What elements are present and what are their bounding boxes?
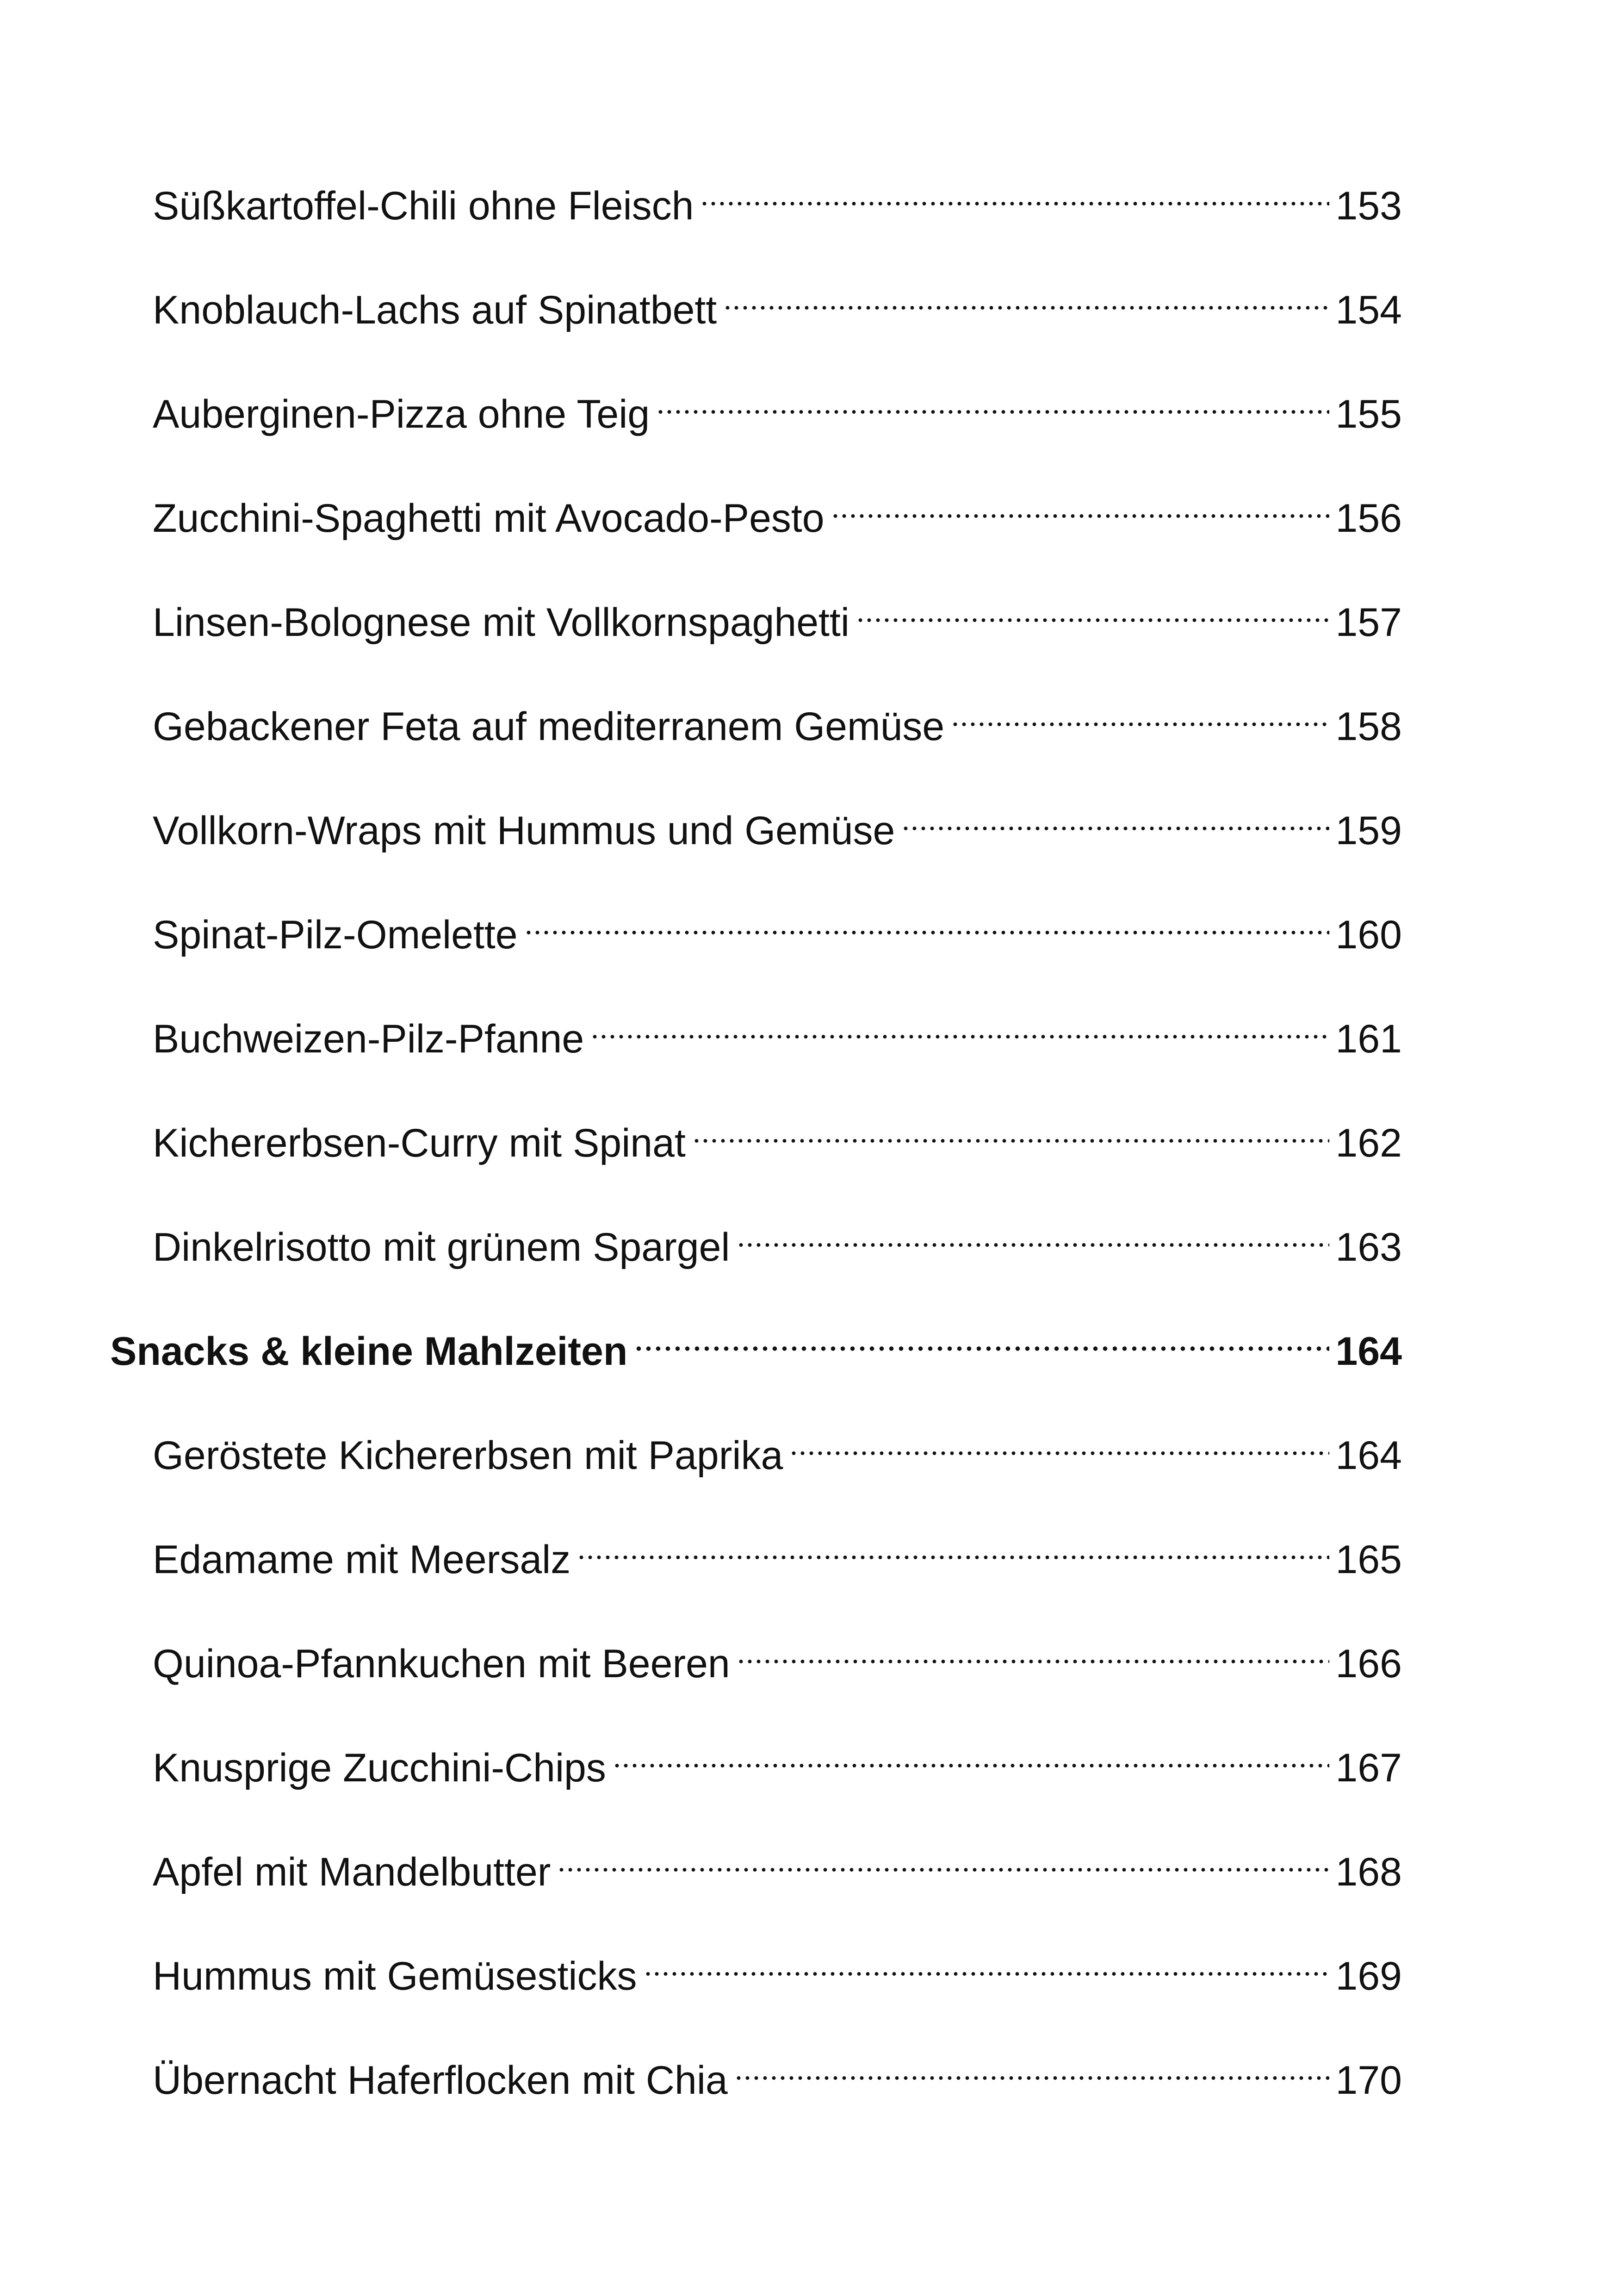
toc-page-number: 156 — [1335, 496, 1402, 541]
toc-entry[interactable] — [153, 1830, 1402, 1894]
toc-entry[interactable] — [153, 893, 1402, 957]
toc-entry-title: Spinat-Pilz-Omelette — [153, 913, 518, 957]
toc-entry[interactable] — [153, 2038, 1402, 2103]
toc-entry[interactable] — [153, 1413, 1402, 1478]
toc-entry-title: Gebackener Feta auf mediterranem Gemüse — [153, 704, 945, 749]
toc-page-number: 161 — [1335, 1017, 1402, 1061]
toc-page-number: 158 — [1335, 704, 1402, 749]
toc-dot-leader — [856, 580, 1329, 636]
toc-entry-title: Vollkorn-Wraps mit Hummus und Gemüse — [153, 809, 895, 853]
toc-page-number: 162 — [1335, 1121, 1402, 1165]
toc-entry-title: Hummus mit Gemüsesticks — [153, 1954, 637, 1998]
toc-entry-title: Buchweizen-Pilz-Pfanne — [153, 1017, 584, 1061]
toc-dot-leader — [656, 372, 1329, 428]
toc-entry-title: Zucchini-Spaghetti mit Avocado-Pesto — [153, 496, 824, 541]
toc-page-number: 166 — [1335, 1642, 1402, 1686]
toc-dot-leader — [524, 893, 1329, 948]
toc-entry-title: Linsen-Bolognese mit Vollkornspaghetti — [153, 600, 849, 645]
toc-dot-leader — [789, 1413, 1329, 1469]
toc-entry-title: Süßkartoffel-Chili ohne Fleisch — [153, 184, 694, 228]
toc-entry[interactable] — [153, 372, 1402, 436]
toc-entry[interactable] — [153, 1518, 1402, 1582]
toc-entry-title: Knusprige Zucchini-Chips — [153, 1746, 606, 1790]
toc-dot-leader — [590, 997, 1329, 1052]
toc-dot-leader — [700, 164, 1329, 219]
toc-entry-title: Knoblauch-Lachs auf Spinatbett — [153, 288, 717, 332]
toc-dot-leader — [613, 1726, 1329, 1781]
toc-entry[interactable] — [153, 1622, 1402, 1686]
toc-entry-title: Auberginen-Pizza ohne Teig — [153, 392, 650, 436]
toc-page-number: 159 — [1335, 809, 1402, 853]
toc-page-number: 154 — [1335, 288, 1402, 332]
toc-page-number: 164 — [1335, 1329, 1402, 1374]
toc-dot-leader — [734, 2038, 1329, 2094]
toc-section-heading[interactable] — [110, 1309, 1402, 1374]
toc-entry[interactable] — [153, 164, 1402, 228]
toc-page-number: 153 — [1335, 184, 1402, 228]
toc-entry[interactable] — [153, 580, 1402, 645]
toc-entry[interactable] — [153, 789, 1402, 853]
toc-page-number: 164 — [1335, 1433, 1402, 1478]
toc-dot-leader — [634, 1309, 1329, 1365]
toc-section-title: Snacks & kleine Mahlzeiten — [110, 1329, 628, 1374]
toc-page-number: 163 — [1335, 1225, 1402, 1269]
toc-dot-leader — [901, 789, 1329, 844]
toc-dot-leader — [723, 268, 1329, 324]
toc-entry[interactable] — [153, 268, 1402, 332]
toc-entry-title: Apfel mit Mandelbutter — [153, 1850, 551, 1894]
toc-entry[interactable] — [153, 1101, 1402, 1165]
toc-entry-title: Quinoa-Pfannkuchen mit Beeren — [153, 1642, 730, 1686]
toc-page-number: 155 — [1335, 392, 1402, 436]
toc-page-number: 169 — [1335, 1954, 1402, 1998]
toc-page-number: 168 — [1335, 1850, 1402, 1894]
toc-page-number: 170 — [1335, 2058, 1402, 2103]
toc-dot-leader — [577, 1518, 1329, 1573]
toc-dot-leader — [737, 1205, 1329, 1261]
toc-page-number: 160 — [1335, 913, 1402, 957]
toc-entry[interactable] — [153, 1205, 1402, 1269]
toc-entry[interactable] — [153, 1934, 1402, 1998]
toc-dot-leader — [831, 476, 1329, 532]
toc-page-number: 165 — [1335, 1537, 1402, 1582]
toc-dot-leader — [557, 1830, 1329, 1885]
toc-entry[interactable] — [153, 1726, 1402, 1790]
toc-entry[interactable] — [153, 476, 1402, 541]
toc-dot-leader — [644, 1934, 1329, 1990]
toc-page-number: 157 — [1335, 600, 1402, 645]
toc-entry-title: Edamame mit Meersalz — [153, 1537, 571, 1582]
toc-entry[interactable] — [153, 684, 1402, 749]
toc-entry-title: Dinkelrisotto mit grünem Spargel — [153, 1225, 730, 1269]
toc-dot-leader — [692, 1101, 1329, 1157]
toc-page-number: 167 — [1335, 1746, 1402, 1790]
toc-entry[interactable] — [153, 997, 1402, 1061]
toc-entry-title: Übernacht Haferflocken mit Chia — [153, 2058, 728, 2103]
toc-entry-title: Geröstete Kichererbsen mit Paprika — [153, 1433, 783, 1478]
toc-dot-leader — [737, 1622, 1329, 1677]
toc-dot-leader — [951, 684, 1329, 740]
toc-entry-title: Kichererbsen-Curry mit Spinat — [153, 1121, 686, 1165]
